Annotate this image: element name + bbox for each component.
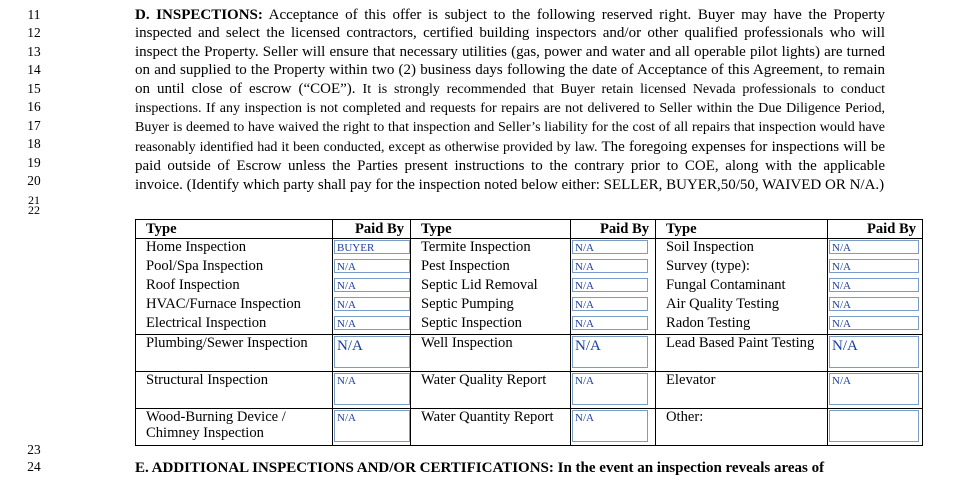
paid-by-field[interactable]: N/A (334, 278, 410, 292)
line-number: 15 (27, 81, 41, 96)
line-number: 14 (27, 62, 41, 77)
line-number: 13 (27, 44, 41, 59)
inspection-type: Septic Lid Removal (411, 277, 571, 296)
inspections-table (135, 219, 923, 446)
inspections-paragraph (135, 6, 885, 194)
inspection-type: Soil Inspection (656, 239, 828, 259)
section-e-heading: E. ADDITIONAL INSPECTIONS AND/OR CERTIFICATIONS: In the event an inspection reveals areas of (135, 460, 825, 476)
line-number: 18 (27, 136, 41, 151)
line-number: 19 (27, 155, 41, 170)
column-header-paid-by: Paid By (571, 220, 656, 239)
inspection-type: Pool/Spa Inspection (136, 258, 333, 277)
paid-by-field[interactable]: N/A (572, 278, 648, 292)
line-number: 17 (27, 118, 41, 133)
line-number: 24 (27, 459, 41, 474)
inspection-type: Septic Pumping (411, 296, 571, 315)
paid-by-field[interactable]: N/A (829, 373, 919, 405)
inspection-type: Plumbing/Sewer Inspection (136, 335, 333, 372)
inspection-type: Radon Testing (656, 315, 828, 335)
inspection-type: Wood-Burning Device / Chimney Inspection (136, 409, 333, 446)
inspection-type: Water Quantity Report (411, 409, 571, 446)
paid-by-field[interactable]: N/A (572, 259, 648, 273)
table-row (136, 277, 923, 296)
paid-by-field[interactable]: N/A (829, 278, 919, 292)
line-number: 21 (28, 193, 40, 207)
table-row (136, 315, 923, 335)
paid-by-field[interactable]: N/A (334, 410, 410, 442)
line-number: 12 (27, 25, 41, 40)
inspection-type: Survey (type): (656, 258, 828, 277)
line-number: 23 (27, 442, 41, 457)
paid-by-field[interactable]: N/A (334, 316, 410, 330)
other-paid-by-field[interactable] (829, 410, 919, 442)
paid-by-field[interactable]: N/A (334, 336, 410, 368)
paid-by-field[interactable]: N/A (829, 240, 919, 254)
paid-by-field[interactable]: N/A (829, 336, 919, 368)
paid-by-field[interactable]: N/A (334, 259, 410, 273)
paragraph-text: Acceptance of this offer is subject to the following reserved right. Buyer may have the Property inspected and select the licensed contractors, certified building inspectors and/or other qualified professionals who will inspect the Property. Seller will ensure that necessary utilities (gas, power and water and all operable pilot lights) are turned on and supplied to the Property within two (2) business days following the date of Acceptance of this Agreement, to remain on until close of escrow (“COE”). (135, 7, 885, 97)
table-row (136, 239, 923, 259)
paragraph-text: The foregoing expenses for inspections will be paid outside of Escrow unless the Parties present instructions to the contrary prior to COE, along with the applicable invoice. (Identify which party shall pay for the inspection noted below either: SELLER, BUYER,50/50, WAIVED OR N/A.) (135, 138, 885, 193)
section-heading: D. INSPECTIONS: (135, 7, 263, 23)
paid-by-field[interactable]: N/A (572, 316, 648, 330)
inspection-type: Other: (656, 409, 828, 446)
line-number: 16 (27, 99, 41, 114)
inspection-type: HVAC/Furnace Inspection (136, 296, 333, 315)
inspection-type: Pest Inspection (411, 258, 571, 277)
table-row (136, 258, 923, 277)
table-row (136, 296, 923, 315)
table-header-row (136, 220, 923, 239)
paid-by-field[interactable]: N/A (829, 297, 919, 311)
line-number: 22 (28, 203, 40, 217)
inspection-type: Termite Inspection (411, 239, 571, 259)
inspection-type: Home Inspection (136, 239, 333, 259)
inspection-type: Well Inspection (411, 335, 571, 372)
column-header-type: Type (411, 220, 571, 239)
line-number: 11 (27, 7, 41, 22)
inspection-type: Elevator (656, 372, 828, 409)
inspection-type: Water Quality Report (411, 372, 571, 409)
column-header-type: Type (656, 220, 828, 239)
column-header-paid-by: Paid By (333, 220, 411, 239)
column-header-type: Type (136, 220, 333, 239)
paid-by-field[interactable]: N/A (334, 373, 410, 405)
line-number: 20 (27, 173, 41, 188)
paid-by-field[interactable]: N/A (829, 316, 919, 330)
paid-by-field[interactable]: N/A (572, 297, 648, 311)
paid-by-field[interactable]: N/A (572, 410, 648, 442)
inspection-type: Roof Inspection (136, 277, 333, 296)
table-row (136, 372, 923, 409)
inspection-type: Structural Inspection (136, 372, 333, 409)
column-header-paid-by: Paid By (828, 220, 923, 239)
inspection-type: Septic Inspection (411, 315, 571, 335)
inspection-type: Fungal Contaminant (656, 277, 828, 296)
table-row (136, 409, 923, 446)
table-row (136, 335, 923, 372)
paragraph-text-small: It is strongly recommended that Buyer retain licensed Nevada professionals to conduct inspections. If any inspection is not completed and requests for repairs are not delivered to Seller within the Due Diligence Period, Buyer is deemed to have waived the right to that inspection and Seller’s liability for the cost of all repairs that inspection would have reasonably identified had it been conducted, except as otherwise provided by law. (135, 81, 885, 155)
paid-by-field[interactable]: N/A (572, 240, 648, 254)
paid-by-field[interactable]: N/A (334, 297, 410, 311)
paid-by-field[interactable]: N/A (829, 259, 919, 273)
paid-by-field[interactable]: N/A (572, 336, 648, 368)
inspection-type: Lead Based Paint Testing (656, 335, 828, 372)
paid-by-field[interactable]: N/A (572, 373, 648, 405)
inspection-type: Electrical Inspection (136, 315, 333, 335)
paid-by-field[interactable]: BUYER (334, 240, 410, 254)
inspection-type: Air Quality Testing (656, 296, 828, 315)
